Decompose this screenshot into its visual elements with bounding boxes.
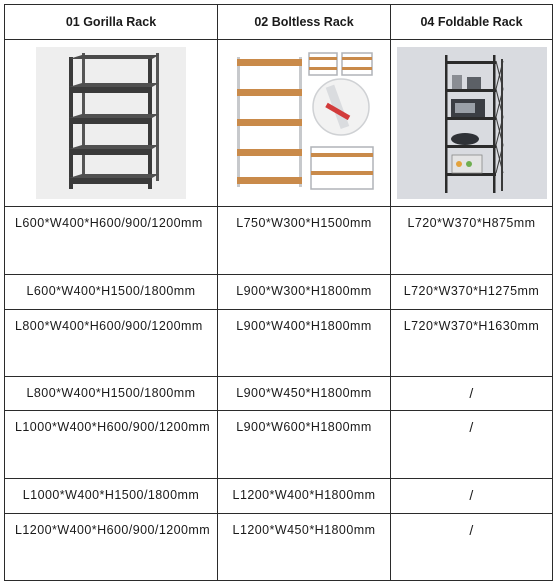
foldable-rack-cell: [391, 40, 553, 207]
table-row: [5, 479, 553, 514]
boltless-size-cell: L900*W600*H1800mm: [218, 411, 391, 479]
gorilla-rack-photo: [36, 47, 186, 199]
gorilla-size-cell: L1000*W400*H600/900/1200mm: [5, 411, 218, 479]
image-row: [5, 40, 553, 207]
table-row: [5, 514, 553, 581]
gorilla-size-cell: L1000*W400*H1500/1800mm: [5, 479, 218, 514]
gorilla-size-cell: L800*W400*H1500/1800mm: [5, 377, 218, 411]
table-row: [5, 207, 553, 275]
table-row: [5, 275, 553, 310]
boltless-size-cell: L1200*W400*H1800mm: [218, 479, 391, 514]
gorilla-size-cell: L1200*W400*H600/900/1200mm: [5, 514, 218, 581]
foldable-size-cell: /: [391, 514, 553, 581]
gorilla-rack-cell: [5, 40, 218, 207]
boltless-size-cell: L900*W450*H1800mm: [218, 377, 391, 411]
foldable-size-cell: L720*W370*H1275mm: [391, 275, 553, 310]
product-size-table: [4, 4, 553, 581]
gorilla-size-cell: L600*W400*H600/900/1200mm: [5, 207, 218, 275]
boltless-size-cell: L900*W400*H1800mm: [218, 310, 391, 377]
foldable-size-cell: L720*W370*H1630mm: [391, 310, 553, 377]
table-row: [5, 310, 553, 377]
header-foldable-rack: 04 Foldable Rack: [391, 5, 553, 40]
gorilla-size-cell: L800*W400*H600/900/1200mm: [5, 310, 218, 377]
foldable-size-cell: L720*W370*H875mm: [391, 207, 553, 275]
boltless-size-cell: L750*W300*H1500mm: [218, 207, 391, 275]
boltless-rack-cell: [218, 40, 391, 207]
foldable-rack-photo: [397, 47, 547, 199]
foldable-size-cell: /: [391, 479, 553, 514]
header-boltless-rack: 02 Boltless Rack: [218, 5, 391, 40]
foldable-size-cell: /: [391, 411, 553, 479]
boltless-size-cell: L900*W300*H1800mm: [218, 275, 391, 310]
foldable-size-cell: /: [391, 377, 553, 411]
boltless-rack-photo: [229, 47, 379, 199]
boltless-size-cell: L1200*W450*H1800mm: [218, 514, 391, 581]
gorilla-size-cell: L600*W400*H1500/1800mm: [5, 275, 218, 310]
table-row: [5, 411, 553, 479]
table-row: [5, 377, 553, 411]
header-gorilla-rack: 01 Gorilla Rack: [5, 5, 218, 40]
header-row: [5, 5, 553, 40]
